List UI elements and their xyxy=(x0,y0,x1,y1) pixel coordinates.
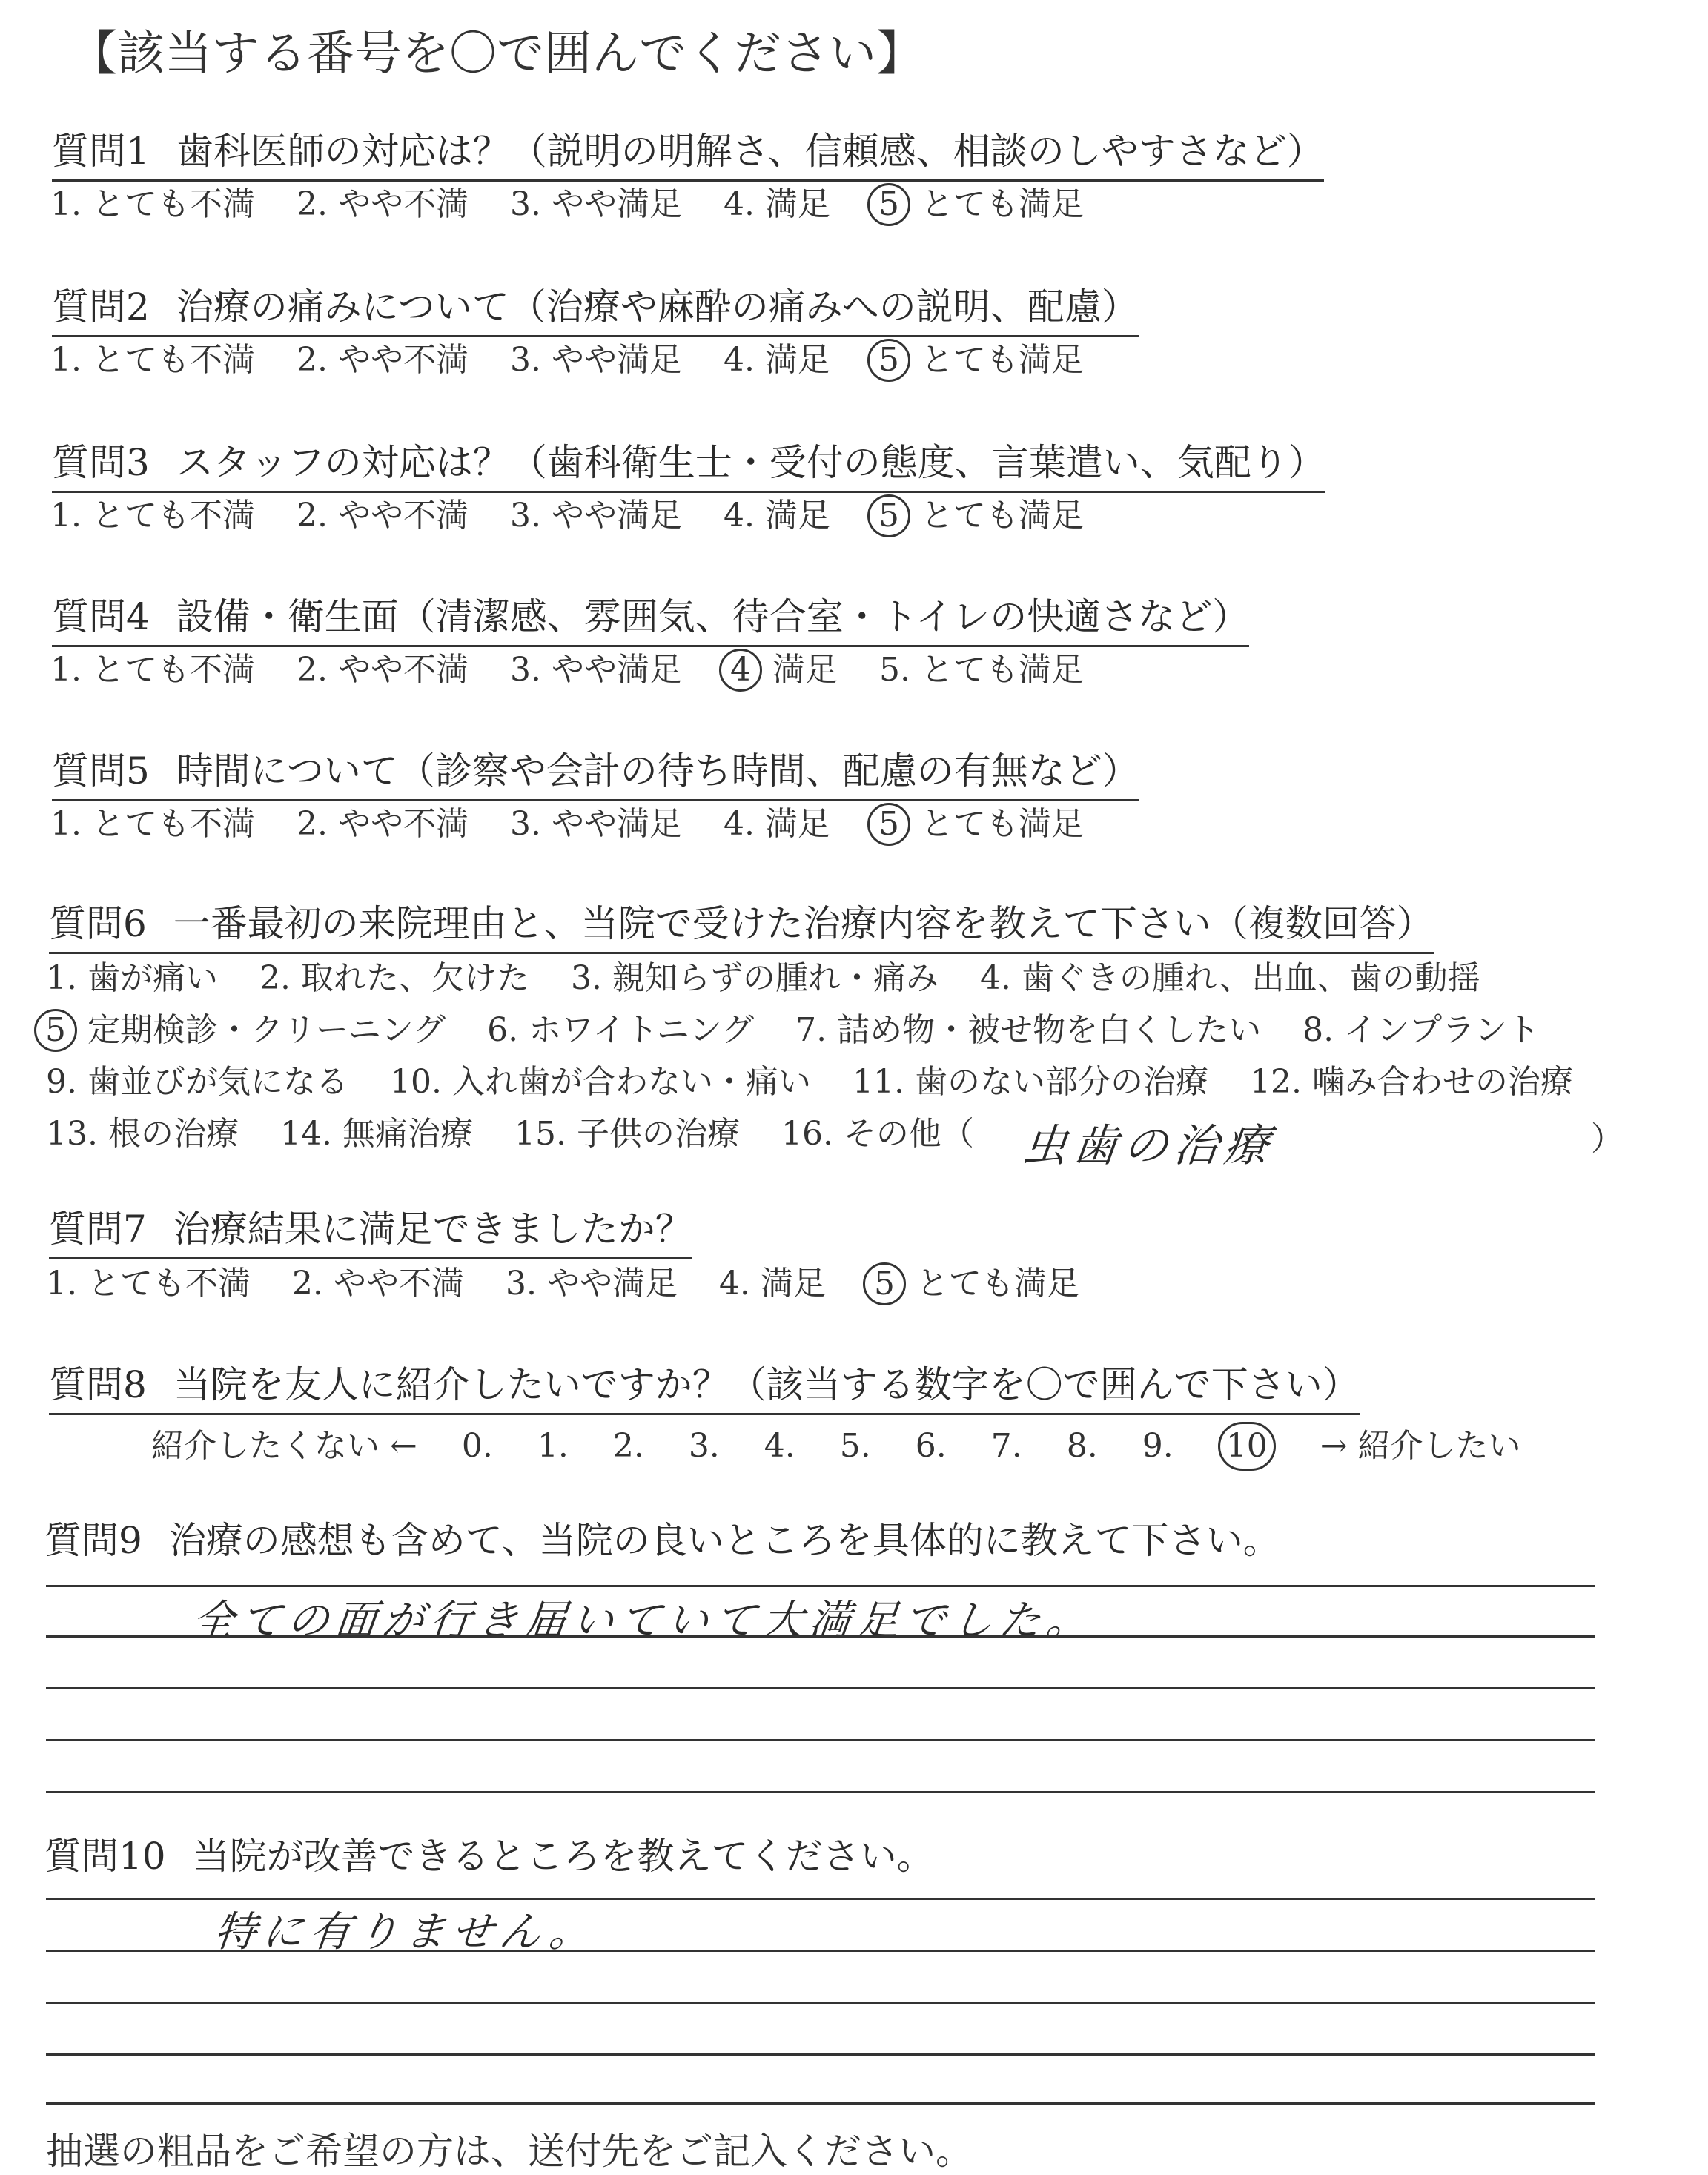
option[interactable]: 2. やや不満 xyxy=(296,341,469,379)
circled-number: 4 xyxy=(719,649,762,692)
option[interactable]: 4. 満足 xyxy=(723,341,830,379)
circled-number: 5 xyxy=(867,803,910,846)
option[interactable]: 1. とても不満 xyxy=(46,1265,251,1302)
question-number: 質問6 xyxy=(49,902,147,945)
option-selected[interactable]: 5 とても満足 xyxy=(867,1262,1079,1306)
question-number: 質問8 xyxy=(49,1363,147,1406)
option[interactable]: 2. やや不満 xyxy=(296,805,469,843)
question-4-options xyxy=(50,648,1115,692)
question-number: 質問4 xyxy=(52,595,150,638)
scale-left-label: 紹介したくない ← xyxy=(151,1427,417,1465)
scale-value[interactable]: 8. xyxy=(1066,1427,1098,1465)
option[interactable]: 4. 満足 xyxy=(723,497,830,534)
circled-number: 5 xyxy=(867,183,910,226)
question-4-title xyxy=(52,593,1249,647)
question-9-title xyxy=(44,1517,1280,1569)
question-3-options xyxy=(50,494,1115,538)
question-number: 質問1 xyxy=(52,130,150,173)
option[interactable]: 7. 詰め物・被せ物を白くしたい xyxy=(795,1011,1262,1049)
question-number: 質問9 xyxy=(44,1519,142,1562)
circled-number: 5 xyxy=(863,1262,906,1305)
scale-value[interactable]: 5. xyxy=(839,1427,871,1465)
question-number: 質問7 xyxy=(49,1208,147,1251)
question-text: 時間について（診察や会計の待ち時間、配慮の有無など） xyxy=(176,749,1139,792)
option[interactable]: 10. 入れ歯が合わない・痛い xyxy=(389,1063,811,1101)
scale-value[interactable]: 3. xyxy=(688,1427,720,1465)
answer-line xyxy=(46,1687,1595,1689)
question-text: 設備・衛生面（清潔感、雰囲気、待合室・トイレの快適さなど） xyxy=(176,595,1250,638)
option[interactable]: 1. とても不満 xyxy=(50,497,255,534)
question-number: 質問2 xyxy=(52,285,150,328)
option[interactable]: 12. 噛み合わせの治療 xyxy=(1249,1063,1573,1101)
question-text: 治療の感想も含めて、当院の良いところを具体的に教えて下さい。 xyxy=(168,1519,1280,1562)
option[interactable]: 3. やや満足 xyxy=(509,497,682,534)
option[interactable]: 5. とても満足 xyxy=(878,651,1084,689)
question-6-options-row-3 xyxy=(46,1060,1604,1105)
circled-number: 5 xyxy=(867,339,910,382)
option-selected[interactable]: 5 定期検診・クリーニング xyxy=(39,1008,446,1053)
question-5-title xyxy=(52,747,1139,801)
option[interactable]: 8. インプラント xyxy=(1302,1011,1540,1049)
question-1-options xyxy=(50,182,1115,227)
question-8-title xyxy=(49,1361,1360,1415)
option[interactable]: 3. やや満足 xyxy=(505,1265,678,1302)
handwritten-answer-q10[interactable]: 特に有りません。 xyxy=(212,1908,600,1956)
option[interactable]: 2. やや不満 xyxy=(296,185,469,223)
handwritten-other-answer[interactable]: 虫歯の治療 xyxy=(1019,1120,1278,1172)
option[interactable]: 4. 満足 xyxy=(723,805,830,843)
question-7-title xyxy=(49,1205,692,1259)
answer-line xyxy=(46,2102,1595,2105)
question-number: 質問5 xyxy=(52,749,150,792)
option[interactable]: 1. とても不満 xyxy=(50,805,255,843)
scale-value[interactable]: 6. xyxy=(915,1427,947,1465)
scale-value[interactable]: 2. xyxy=(612,1427,644,1465)
question-number: 質問10 xyxy=(44,1835,166,1878)
scale-value[interactable]: 0. xyxy=(461,1427,493,1465)
option[interactable]: 9. 歯並びが気になる xyxy=(46,1063,348,1101)
option[interactable]: 14. 無痛治療 xyxy=(279,1115,473,1153)
question-7-options xyxy=(46,1262,1110,1306)
question-5-options xyxy=(50,802,1115,847)
option-selected[interactable]: 5 とても満足 xyxy=(872,494,1084,538)
question-6-title xyxy=(49,900,1434,954)
scale-right-label: → 紹介したい xyxy=(1320,1427,1521,1465)
option-selected[interactable]: 5 とても満足 xyxy=(872,182,1084,227)
option[interactable]: 3. やや満足 xyxy=(509,805,682,843)
scale-value[interactable]: 7. xyxy=(990,1427,1022,1465)
answer-line xyxy=(46,1585,1595,1587)
option[interactable]: 1. とても不満 xyxy=(50,185,255,223)
answer-line xyxy=(46,1950,1595,1952)
option[interactable]: 4. 満足 xyxy=(718,1265,826,1302)
scale-value[interactable]: 9. xyxy=(1142,1427,1174,1465)
scale-value[interactable]: 1. xyxy=(537,1427,569,1465)
option[interactable]: 2. やや不満 xyxy=(296,497,469,534)
scale-value[interactable]: 4. xyxy=(764,1427,795,1465)
option[interactable]: 3. やや満足 xyxy=(509,185,682,223)
other-close-paren: ） xyxy=(1591,1120,1623,1158)
question-1-title xyxy=(52,128,1324,182)
option[interactable]: 13. 根の治療 xyxy=(46,1115,239,1153)
option-selected[interactable]: 4 満足 xyxy=(724,648,838,692)
option[interactable]: 4. 満足 xyxy=(723,185,830,223)
answer-line xyxy=(46,1635,1595,1638)
question-text: 一番最初の来院理由と、当院で受けた治療内容を教えて下さい（複数回答） xyxy=(173,902,1434,945)
option-selected[interactable]: 5 とても満足 xyxy=(872,338,1084,383)
option[interactable]: 15. 子供の治療 xyxy=(514,1115,740,1153)
question-text: 治療結果に満足できましたか？ xyxy=(173,1208,692,1251)
scale-value-selected[interactable]: 10 xyxy=(1218,1422,1276,1471)
question-text: 治療の痛みについて（治療や麻酔の痛みへの説明、配慮） xyxy=(176,285,1139,328)
question-6-options-row-4 xyxy=(46,1112,1005,1156)
option[interactable]: 2. やや不満 xyxy=(291,1265,464,1302)
answer-line xyxy=(46,1791,1595,1793)
question-6-options-row-2 xyxy=(39,1008,1571,1053)
option[interactable]: 1. とても不満 xyxy=(50,651,255,689)
answer-line xyxy=(46,1739,1595,1741)
handwritten-answer-q9[interactable]: 全ての面が行き届いていて大満足でした。 xyxy=(190,1597,1096,1645)
option-selected[interactable]: 5 とても満足 xyxy=(872,802,1084,847)
option[interactable]: 2. 取れた、欠けた xyxy=(259,959,529,997)
question-number: 質問3 xyxy=(52,441,150,484)
option-other[interactable]: 16. その他（ xyxy=(781,1115,974,1153)
question-text: 歯科医師の対応は？（説明の明解さ、信頼感、相談のしやすさなど） xyxy=(176,130,1324,173)
option[interactable]: 6. ホワイトニング xyxy=(487,1011,755,1049)
recommend-scale xyxy=(151,1422,1555,1471)
option[interactable]: 3. 親知らずの腫れ・痛み xyxy=(570,959,939,997)
option[interactable]: 4. 歯ぐきの腫れ、出血、歯の動揺 xyxy=(979,959,1480,997)
question-3-title xyxy=(52,439,1325,493)
footer-note: 抽選の粗品をご希望の方は、送付先をご記入ください。 xyxy=(46,2130,973,2173)
option[interactable]: 1. 歯が痛い xyxy=(46,959,218,997)
question-10-title xyxy=(44,1833,934,1884)
answer-line xyxy=(46,2002,1595,2004)
question-text: スタッフの対応は？（歯科衛生士・受付の態度、言葉遣い、気配り） xyxy=(176,441,1325,484)
question-text: 当院が改善できるところを教えてください。 xyxy=(192,1835,934,1878)
option[interactable]: 3. やや満足 xyxy=(509,341,682,379)
option[interactable]: 1. とても不満 xyxy=(50,341,255,379)
question-2-title xyxy=(52,283,1139,337)
option[interactable]: 11. 歯のない部分の治療 xyxy=(852,1063,1208,1101)
answer-line xyxy=(46,2053,1595,2056)
question-6-options-row-1 xyxy=(46,956,1512,1001)
circled-number: 5 xyxy=(34,1009,77,1052)
option[interactable]: 3. やや満足 xyxy=(509,651,682,689)
page-heading: 【該当する番号を〇で囲んでください】 xyxy=(70,27,924,82)
option[interactable]: 2. やや不満 xyxy=(296,651,469,689)
circled-number: 5 xyxy=(867,494,910,537)
question-2-options xyxy=(50,338,1115,383)
question-text: 当院を友人に紹介したいですか？（該当する数字を〇で囲んで下さい） xyxy=(173,1363,1360,1406)
